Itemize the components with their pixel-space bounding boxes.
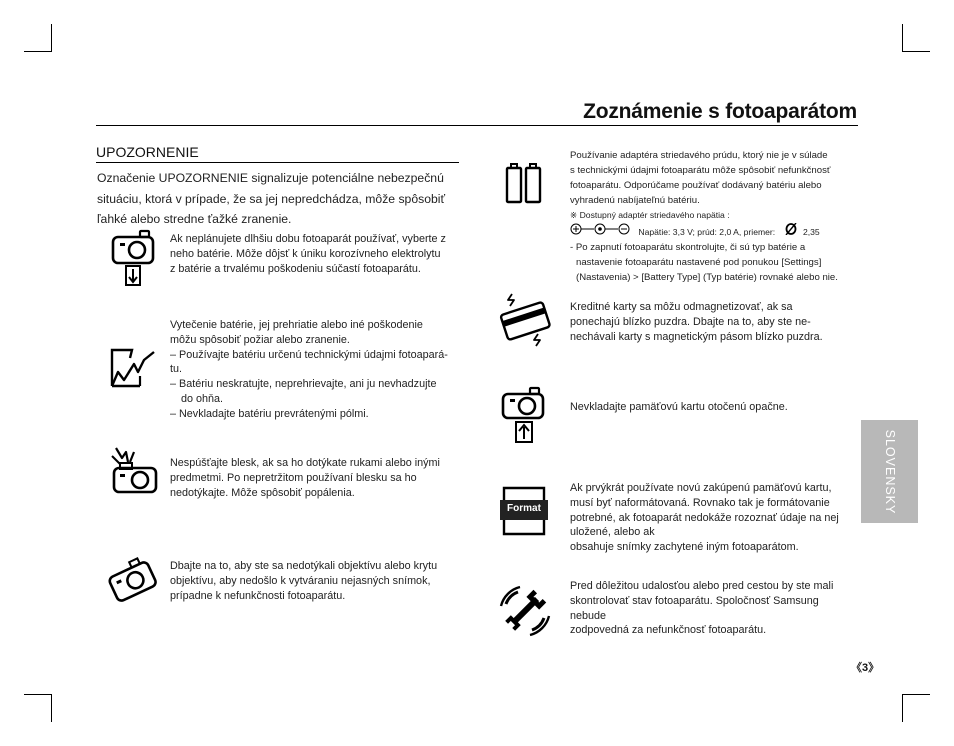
diameter-icon <box>784 223 798 235</box>
crop-mark-top-left-v <box>51 24 52 52</box>
crop-mark-top-right-h <box>902 51 930 52</box>
heading-rule <box>96 162 459 163</box>
crop-mark-top-right-v <box>902 24 903 52</box>
lens-camera-icon <box>108 556 160 606</box>
crop-mark-top-left-h <box>24 51 52 52</box>
wrench-service-icon <box>498 584 552 638</box>
flash-hand-icon <box>108 446 160 496</box>
left-item-4-text: Dbajte na to, aby ste sa nedotýkali objektívu alebo krytu objektívu, aby nedošlo k vytváraniu nejasných snímok, prípadne k nefunkčnosti fotoaparátu. <box>170 560 438 602</box>
camera-card-up-icon <box>500 386 548 444</box>
left-item-1-text: Ak neplánujete dlhšiu dobu fotoaparát používať, vyberte z neho batérie. Môže dôjsť k úniku korozívneho elektrolytu z batérie a trvalému poškodeniu súčastí fotoaparátu. <box>170 233 446 275</box>
title-rule <box>96 125 858 126</box>
format-card-label: Format <box>507 503 541 514</box>
adapter-text: Používanie adaptéra striedavého prúdu, ktorý nie je v súlade s technickými údajmi fotoaparátu môže spôsobiť nefunkčnosť fotoaparátu. Odporúčame používať dodávaný batériu alebo vyhradenú nabíjateľnú batériu. ※ Dostupný adaptér striedavého napätia : Napätie: 3,3 V; prúd: 2,0 A, priemer: 2,35 - Po zapnutí fotoaparátu skontrolujte, či sú typ batérie a nastavenie fotoaparátu nastavené pod ponukou [Settings] (Nastavenia) > [Battery Type] (Typ batérie) rovnaké alebo nie. <box>570 150 838 283</box>
right-item-3-text: Ak prvýkrát používate novú zakúpenú pamäťovú kartu, musí byť naformátovaná. Rovnako tak je formátovanie potrebné, ak fotoaparát nedokáže rozoznať údaje na nej uložené, alebo ak obsahuje snímky zachytené iným fotoaparátom. <box>570 482 839 554</box>
page-title: Zoznámenie s fotoaparátom <box>583 100 857 123</box>
credit-card-magnet-icon <box>498 292 552 348</box>
crop-mark-bottom-right-v <box>902 694 903 722</box>
right-item-4-text: Pred dôležitou udalosťou alebo pred cestou by ste mali skontrolovať stav fotoaparátu. Spoločnosť Samsung nebude zodpovedná za nefunkčnosť fotoaparátu. <box>570 580 834 637</box>
left-item-3-text: Nespúšťajte blesk, ak sa ho dotýkate rukami alebo inými predmetmi. Po nepretržitom používaní blesku sa ho nedotýkajte. Môže spôsobiť popálenia. <box>170 457 440 499</box>
page-number: 《3》 <box>851 662 880 674</box>
warning-intro: Označenie UPOZORNENIE signalizuje potenciálne nebezpečnú situáciu, ktorá v prípade, že sa jej nepredchádza, môže spôsobiť ľahké alebo stredne ťažké zranenie. <box>97 171 446 226</box>
format-card-icon <box>500 486 548 536</box>
right-item-2-text: Nevkladajte pamäťovú kartu otočenú opačne. <box>570 401 788 413</box>
right-item-1-text: Kreditné karty sa môžu odmagnetizovať, ak sa ponechajú blízko puzdra. Dbajte na to, aby ste ne- nechávali karty s magnetickým pásom blízko puzdra. <box>570 301 823 343</box>
adapter-note: ※ Dostupný adaptér striedavého napätia : <box>570 210 730 220</box>
polarity-icon <box>570 223 632 235</box>
adapter-voltage-line: Napätie: 3,3 V; prúd: 2,0 A, priemer: 2,35 <box>570 223 838 240</box>
crop-mark-bottom-right-h <box>902 694 930 695</box>
crop-mark-bottom-left-v <box>51 694 52 722</box>
left-item-2-text: Vytečenie batérie, jej prehriatie alebo iné poškodenie môžu spôsobiť požiar alebo zranenie. – Používajte batériu určenú technickými údajmi fotoapará- tu. – Batériu neskratujte, neprehrievajte, ani ju nevhadzujte do ohňa. – Nevkladajte batériu prevrátenými pólmi. <box>170 319 448 420</box>
camera-battery-down-icon <box>110 229 158 289</box>
crop-mark-bottom-left-h <box>24 694 52 695</box>
battery-leak-icon <box>108 338 158 388</box>
language-tab: SLOVENSKY <box>861 420 918 523</box>
batteries-icon <box>504 160 544 204</box>
section-heading: UPOZORNENIE <box>96 144 199 160</box>
